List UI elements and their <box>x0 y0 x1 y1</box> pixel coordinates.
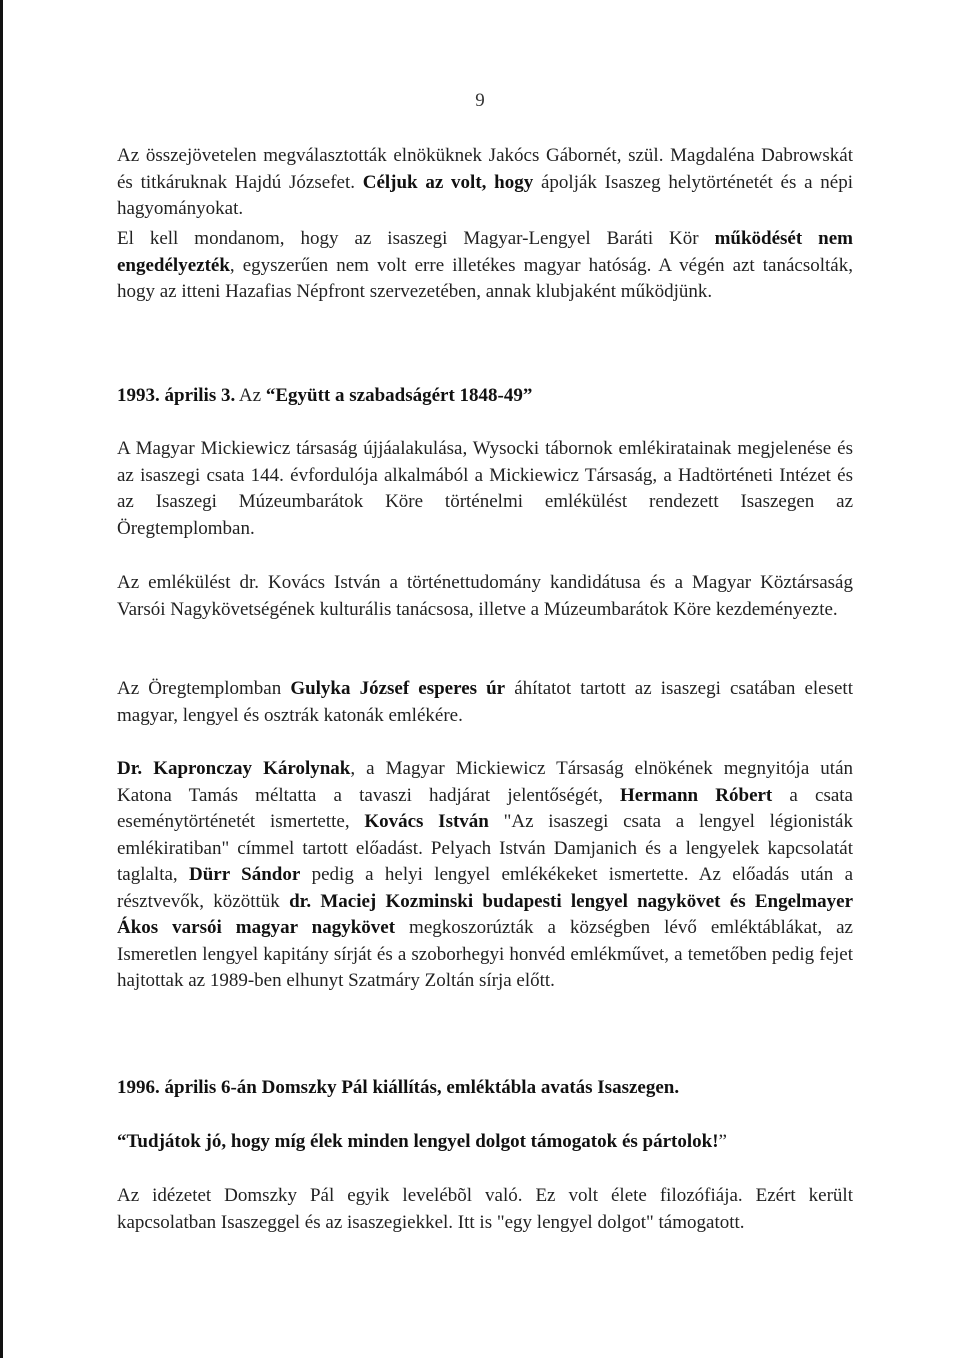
text-run: ápolják Isaszeg helytörténetét és a népi hagyományokat. <box>117 171 853 219</box>
text-run: a csata eseménytörténetét ismertette, <box>117 784 853 832</box>
text-run: pedig a helyi lengyel emlékékeket ismertette. Az előadás után a résztvevők, közöttük <box>117 864 853 912</box>
text-run: megkoszorúzták a községben lévő emléktáblákat, az Ismeretlen lengyel kapitány sírját és a szoborhegyi honvéd emlékművet, a temetőben pedig fejet hajtottak az 1989-ben elhunyt Szatmáry Zoltán sírja előtt. <box>117 917 853 991</box>
heading-text: 1996. április 6-án Domszky Pál kiállítás, emléktábla avatás Isaszegen. <box>117 1077 680 1098</box>
paragraph-initiator: Az emlékülést dr. Kovács István a történettudomány kandidátusa és a Magyar Köztársaság Varsói Nagykövetségének kulturális tanácsosa, illetve a Múzeumbarátok Köre kezdeményezte. <box>117 572 853 620</box>
paragraph-lectures <box>117 756 853 995</box>
heading-title: “Együtt a szabadságért 1848-49” <box>265 385 533 406</box>
text-run: Az <box>235 385 266 406</box>
section-heading-1993 <box>117 385 853 407</box>
bold-text-run: Hermann Róbert <box>620 784 773 806</box>
text-run: "Az isaszegi csata a lengyel légionisták emlékiratiban" címmel tartott előadást. Pelyach István Damjanich és a lengyelek kapcsolatát taglalta, <box>117 811 853 885</box>
quote-close-mark: ” <box>718 1131 727 1152</box>
bold-text-run: Céljuk az volt, hogy <box>362 171 534 193</box>
bold-text-run: Gulyka József esperes úr <box>290 678 506 699</box>
bold-text-run: működését nem engedélyezték <box>117 228 853 276</box>
bold-text-run: dr. Maciej Kozminski budapesti lengyel nagykövet és Engelmayer Ákos varsói magyar nagykövet <box>117 890 854 938</box>
bold-text-run: Kovács István <box>364 811 489 832</box>
text-run: , egyszerűen nem volt erre illetékes magyar hatóság. A végén azt tanácsolták, hogy az itteni Hazafias Népfront szervezetében, annak klubjaként működjünk. <box>117 254 853 302</box>
paragraph-founding <box>117 143 853 223</box>
text-run: áhítatot tartott az isaszegi csatában elesett magyar, lengyel és osztrák katonák emlékére. <box>117 678 853 726</box>
paragraph-memorial-session: A Magyar Mickiewicz társaság újjáalakulása, Wysocki tábornok emlékiratainak megjelenése és az isaszegi csata 144. évfordulója alkalmából a Mickiewicz Társaság, a Hadtörténeti Intézet és az Isaszegi Múzeumbarátok Köre történelmi emlékülést rendezett Isaszegen az Öregtemplomban. <box>117 438 853 539</box>
quote <box>117 1129 853 1156</box>
paragraph-not-permitted <box>117 226 853 306</box>
quote-text: “Tudjátok jó, hogy míg élek minden lengyel dolgot támogatok és pártolok! <box>117 1131 719 1152</box>
paragraph-quote-source: Az idézetet Domszky Pál egyik levelébõl való. Ez volt élete filozófiája. Ezért került kapcsolatban Isaszeggel és az isaszegiekkel. Itt is "egy lengyel dolgot" támogatott. <box>117 1185 853 1233</box>
text-run: El kell mondanom, hogy az isaszegi Magyar-Lengyel Baráti Kör <box>117 228 715 249</box>
text-run: , a Magyar Mickiewicz Társaság elnökének megnyitója után Katona Tamás méltatta a tavaszi hadjárat jelentőségét, <box>117 758 853 806</box>
text-run: Az összejövetelen megválasztották elnöküknek Jakócs Gábornét, szül. Magdaléna Dabrowskát és titkáruknak Hajdú Józsefet. <box>117 145 853 193</box>
paragraph-service <box>117 676 853 729</box>
page-number: 9 <box>475 90 485 111</box>
bold-text-run: Dürr Sándor <box>189 864 301 885</box>
section-heading-1996 <box>117 1077 853 1099</box>
bold-text-run: Dr. Kapronczay Károlynak <box>117 758 351 779</box>
heading-date: 1993. április 3. <box>117 385 236 406</box>
text-run: Az Öregtemplomban <box>117 678 291 699</box>
page-edge-shadow <box>0 0 3 1358</box>
